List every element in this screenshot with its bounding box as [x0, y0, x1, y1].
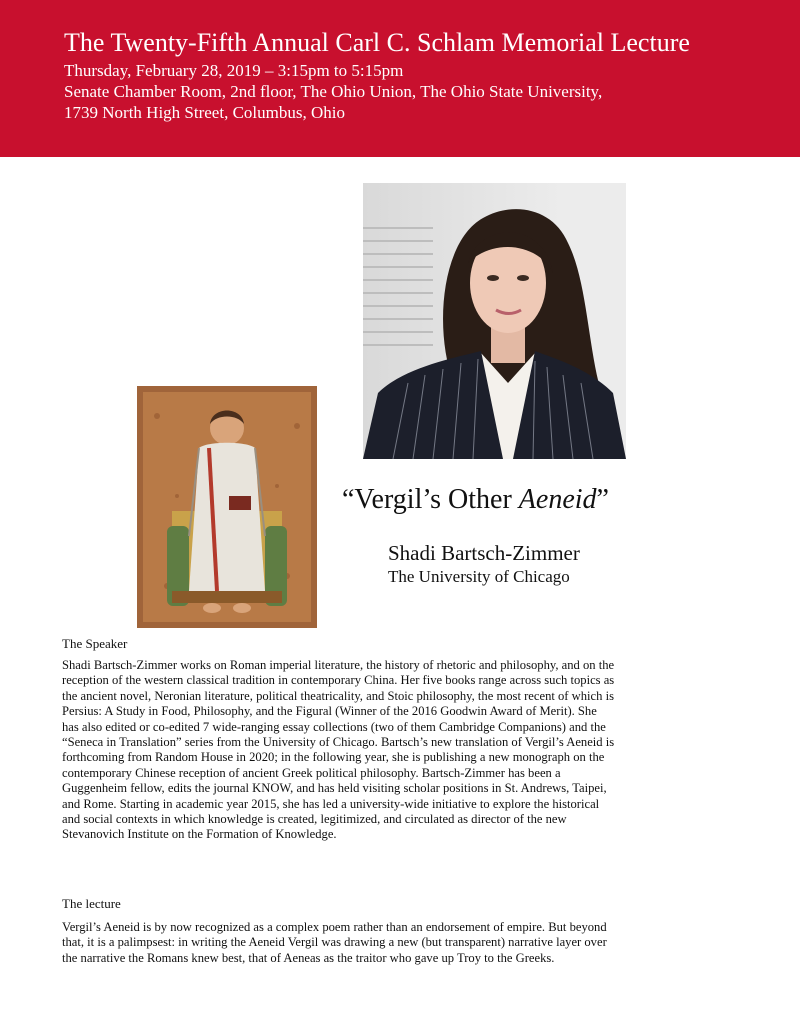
speaker-bio	[62, 658, 742, 843]
lecture-title	[342, 483, 609, 517]
bio-line: and social contexts in which knowledge is created, legitimized, and circulated as director of the new	[62, 812, 567, 827]
bio-line: contemporary Chinese reception of ancient Greek political philosophy. Bartsch-Zimmer has been a	[62, 765, 561, 780]
speaker-affiliation: The University of Chicago	[388, 567, 570, 586]
vergil-portrait-painting	[137, 386, 317, 628]
bio-line: Persius: A Study in Food, Philosophy, and the Figural (Winner of the 2016 Goodwin Award of Merit). She	[62, 704, 597, 719]
bio-line: forthcoming from Random House in 2020; in the following year, she is publishing a new monograph on the	[62, 750, 605, 765]
lecture-title-italic: Aeneid	[518, 484, 597, 515]
bio-line: Guggenheim fellow, edits the journal KNOW, and has held visiting scholar positions in St. Andrews, Taipei,	[62, 781, 607, 796]
lecture-title-close: ”	[596, 484, 609, 515]
bio-line: “Seneca in Translation” series from the University of Chicago. Bartsch’s new translation of Vergil’s Aeneid is	[62, 735, 615, 750]
abstract-line: the narrative the Romans knew best, that of Aeneas as the traitor who gave up Troy to the Greeks.	[62, 950, 555, 965]
abstract-line: that, it is a palimpsest: in writing the Aeneid Vergil was drawing a new (but transparent) narrative layer over	[62, 935, 607, 950]
event-address: 1739 North High Street, Columbus, Ohio	[64, 103, 345, 122]
bio-line: and Rome. Starting in academic year 2015, she has led a university-wide initiative to explore the historical	[62, 796, 600, 811]
bio-line: has also edited or co-edited 7 wide-ranging essay collections (two of them Cambridge Companions) and the	[62, 719, 606, 734]
lecture-title-open: “Vergil’s Other	[342, 484, 519, 515]
lecture-section-heading: The lecture	[62, 896, 121, 911]
bio-line: Shadi Bartsch-Zimmer works on Roman imperial literature, the history of rhetoric and philosophy, and on the	[62, 658, 615, 672]
bio-line: the ancient novel, Neronian literature, political theatricality, and Stoic philosophy, the most recent of which is	[62, 688, 614, 703]
event-venue: Senate Chamber Room, 2nd floor, The Ohio Union, The Ohio State University,	[64, 82, 603, 101]
lecture-abstract	[62, 920, 742, 966]
bio-line: reception of the western classical tradition in contemporary China. Her five books range across such topics as	[62, 673, 615, 688]
speaker-name: Shadi Bartsch-Zimmer	[388, 541, 580, 565]
abstract-line: Vergil’s Aeneid is by now recognized as a complex poem rather than an endorsement of empire. But beyond	[62, 920, 607, 934]
bio-line: Stevanovich Institute on the Formation of Knowledge.	[62, 827, 337, 842]
event-date-time: Thursday, February 28, 2019 – 3:15pm to 5:15pm	[64, 61, 404, 80]
speaker-section-heading: The Speaker	[62, 636, 128, 651]
speaker-portrait-photo	[363, 183, 626, 459]
header-banner	[0, 0, 800, 157]
event-title: The Twenty-Fifth Annual Carl C. Schlam Memorial Lecture	[64, 28, 690, 57]
